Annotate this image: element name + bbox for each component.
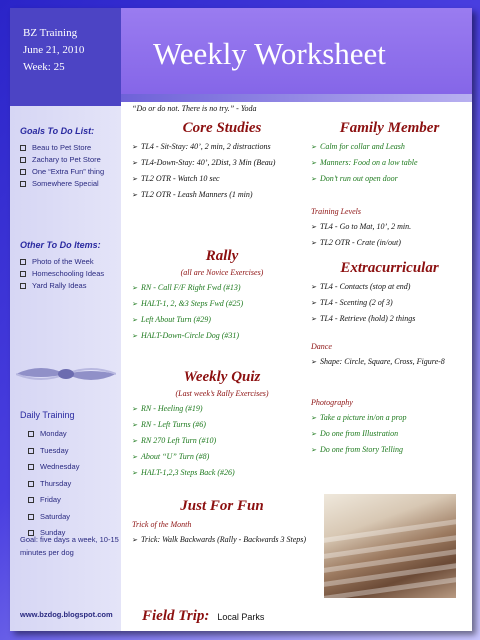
other-section [20,240,118,292]
list-item: ➢ Trick: Walk Backwards (Rally - Backwards 3 Steps) [132,535,312,545]
rally-subtitle: (all are Novice Exercises) [180,268,264,277]
checkbox-icon[interactable] [20,271,26,277]
goals-section [20,126,118,190]
checkbox-icon[interactable] [28,497,34,503]
list-item: ➢ Don’t run out open door [311,174,468,184]
divider-band-gradient [121,94,472,102]
page-title: Weekly Worksheet [153,36,386,71]
quote: “Do or do not. There is no try.” - Yoda [132,104,257,113]
checkbox-icon[interactable] [20,181,26,187]
checkbox-icon[interactable] [28,514,34,520]
list-item: ➢ TL2 OTR - Watch 10 sec [132,174,312,184]
other-heading: Other To Do Items: [20,240,101,250]
checkbox-icon[interactable] [20,169,26,175]
ornament-icon [16,360,116,388]
family-member-title: Family Member [339,120,440,136]
list-item: ➢ Left About Turn (#29) [132,315,312,325]
sidebar-header [10,8,121,106]
list-item: ➢ TL4 - Contacts (stop at end) [311,282,468,292]
list-item: ➢ Shape: Circle, Square, Cross, Figure-8 [311,357,468,367]
checkbox-icon[interactable] [28,431,34,437]
goal-item[interactable]: Zachary to Pet Store [20,154,118,166]
list-item: ➢ RN 270 Left Turn (#10) [132,436,312,446]
checkbox-icon[interactable] [20,145,26,151]
weekly-quiz-title: Weekly Quiz [183,369,261,385]
rally-title: Rally [205,248,239,264]
field-trip [142,607,264,625]
dance-subtitle: Dance [311,342,332,351]
list-item: ➢ Do one from Story Telling [311,445,468,455]
list-item: ➢ TL2 OTR - Crate (in/out) [311,238,468,248]
checkbox-icon[interactable] [20,259,26,265]
photography-section [311,398,468,461]
sidebar-date: June 21, 2010 [23,44,85,56]
goals-heading: Goals To Do List: [20,126,95,136]
extracurricular-title: Extracurricular [340,260,439,276]
blog-url[interactable]: www.bzdog.blogspot.com [20,610,113,619]
list-item: ➢ RN - Left Turns (#6) [132,420,312,430]
day-item[interactable]: Tuesday [28,443,118,460]
dance-section [311,342,468,373]
list-item: ➢ About “U” Turn (#8) [132,452,312,462]
day-item[interactable]: Sunday [28,525,118,542]
weekly-quiz-section [132,369,312,484]
list-item: ➢ TL4 - Sit-Stay: 40’, 2 min, 2 distractions [132,142,312,152]
day-item[interactable]: Thursday [28,476,118,493]
just-for-fun-title: Just For Fun [180,498,264,514]
checkbox-icon[interactable] [28,448,34,454]
list-item: ➢ Take a picture in/on a prop [311,413,468,423]
fabric-photo [324,494,456,598]
family-member-section [311,120,468,190]
daily-goal: Goal: five days a week, 10-15 minutes per dog [20,535,119,557]
list-item: ➢ Do one from Illustration [311,429,468,439]
day-item[interactable]: Monday [28,426,118,443]
list-item: ➢ HALT-1,2,3 Steps Back (#26) [132,468,312,478]
goal-item[interactable]: Beau to Pet Store [20,142,118,154]
weekly-quiz-subtitle: (Last week’s Rally Exercises) [175,389,269,398]
core-studies-section [132,120,312,206]
checkbox-icon[interactable] [28,481,34,487]
list-item: ➢ Calm for collar and Leash [311,142,468,152]
checkbox-icon[interactable] [28,464,34,470]
checkbox-icon[interactable] [20,157,26,163]
training-levels-section [311,207,468,254]
list-item: ➢ RN - Call F/F Right Fwd (#13) [132,283,312,293]
daily-section [20,410,118,542]
goal-item[interactable]: One “Extra Fun” thing [20,166,118,178]
list-item: ➢ TL2 OTR - Leash Manners (1 min) [132,190,312,200]
checkbox-icon[interactable] [20,283,26,289]
sidebar-title: BZ Training [23,27,78,39]
trick-subtitle: Trick of the Month [132,520,192,529]
list-item: ➢ TL4-Down-Stay: 40’, 2Dist, 3 Min (Beau) [132,158,312,168]
day-item[interactable]: Saturday [28,509,118,526]
other-item[interactable]: Yard Rally Ideas [20,280,118,292]
photography-subtitle: Photography [311,398,353,407]
list-item: ➢ HALT-Down-Circle Dog (#31) [132,331,312,341]
field-trip-value: Local Parks [217,612,265,622]
goal-item[interactable]: Somewhere Special [20,178,118,190]
rally-section [132,248,312,347]
extracurricular-section [311,260,468,330]
list-item: ➢ Manners: Food on a low table [311,158,468,168]
day-item[interactable]: Friday [28,492,118,509]
list-item: ➢ RN - Heeling (#19) [132,404,312,414]
list-item: ➢ TL4 - Retrieve (hold) 2 things [311,314,468,324]
sidebar-week: Week: 25 [23,61,65,73]
header-banner [121,8,472,94]
daily-heading: Daily Training [20,410,75,420]
list-item: ➢ HALT-1, 2, &3 Steps Fwd (#25) [132,299,312,309]
list-item: ➢ TL4 - Go to Mat, 10’, 2 min. [311,222,468,232]
worksheet-page [10,8,472,631]
field-trip-label: Field Trip: [142,608,210,624]
core-studies-title: Core Studies [182,120,262,136]
other-item[interactable]: Homeschooling Ideas [20,268,118,280]
just-for-fun-section [132,498,312,551]
other-item[interactable]: Photo of the Week [20,256,118,268]
day-item[interactable]: Wednesday [28,459,118,476]
training-levels-subtitle: Training Levels [311,207,362,216]
list-item: ➢ TL4 - Scenting (2 of 3) [311,298,468,308]
